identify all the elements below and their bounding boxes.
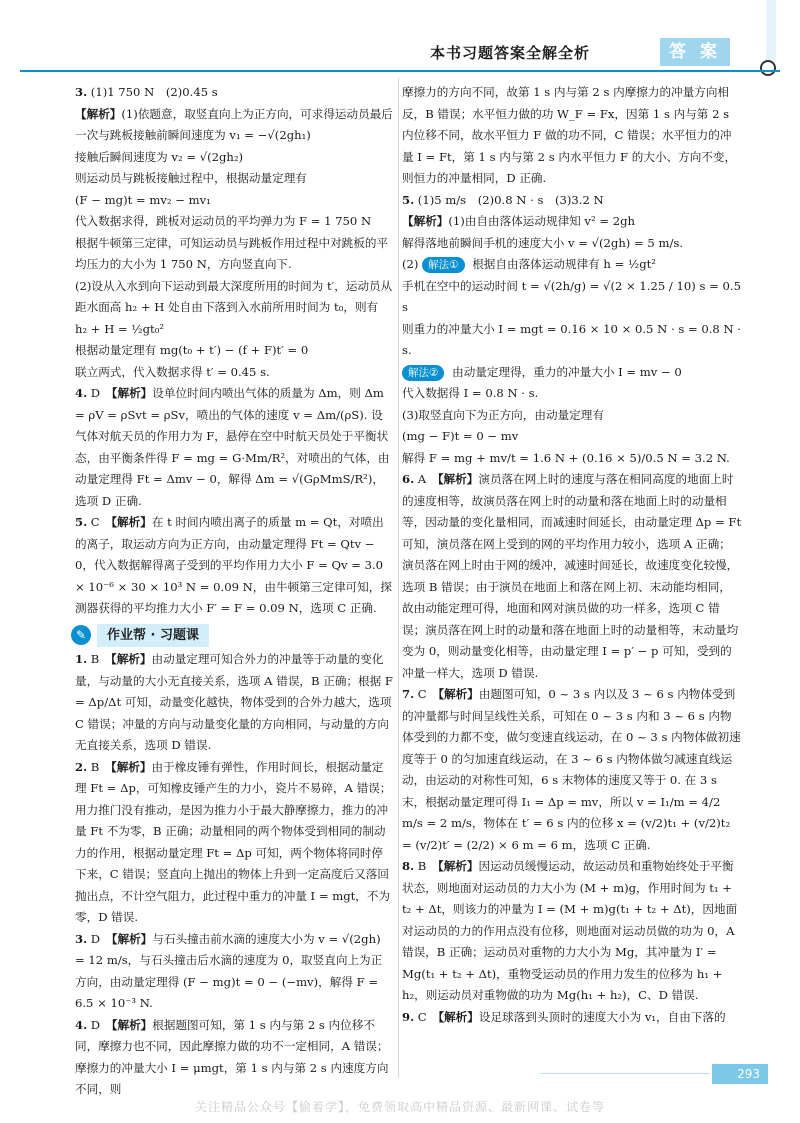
answer-paragraph: 3. D 【解析】与石头撞击前水滴的速度大小为 v = √(2gh) = 12 m/s，与石头撞击后水滴的速度为 0，取竖直向上为正方向，由动量定理得 (F − mg)t = 0 − (−mv)，解得 F = 6.5 × 10⁻³ N. (75, 931, 383, 1010)
answer-paragraph: 1. B 【解析】由动量定理可知合外力的冲量等于动量的变化量，与动量的大小无直接关系，选项 A 错误，B 正确；根据 F = Δp/Δt 可知，动量变化越快，物体受到的合外力越大，选项 C 错误；冲量的方向与动量变化量的方向相同，与动量的方向无直接关系，选项 D 错误. (75, 652, 393, 752)
page-number: 293 (712, 1064, 768, 1084)
answer-paragraph: 摩擦力的方向不同，故第 1 s 内与第 2 s 内摩擦力的冲量方向相反，B 错误；水平恒力做的功 W_F = Fx，因第 1 s 内与第 2 s 内位移不同，故水平恒力 F 做的功不同，C 错误；水平恒力的冲量 I = Ft，第 1 s 内与第 2 s 内水平恒力 F 的大小、方向不变，则恒力的冲量相同，D 正确. (402, 85, 737, 185)
answer-paragraph: 7. C 【解析】由题图可知，0 ~ 3 s 内以及 3 ~ 6 s 内物体受到的冲量都与时间呈线性关系，可知在 0 ~ 3 s 内和 3 ~ 6 s 内物体受到的力都不变，做匀变速直线运动，在 0 ~ 3 s 内物体做初速度等于 0 的匀加速直线运动，在 3 ~ 6 s 内物体做匀减速直线运动，由运动的对称性可知，6 s 末物体的速度又等于 0. 在 3 s 末，根据动量定理可得 I₁ = Δp = mv，所以 v = I₁/m = 4/2 m/s = 2 m/s，物体在 t′ = 6 s 内的位移 x = (v/2)t₁ + (v/2)t₂ = (v/2)t′ = (2/2) × 6 m = 6 m，选项 C 正确. (402, 687, 741, 852)
answer-paragraph: 则运动员与跳板接触过程中，根据动量定理有 (75, 171, 307, 185)
answer-paragraph: 9. C 【解析】设足球落到头顶时的速度大小为 v₁，自由下落的 (402, 1009, 726, 1024)
answer-paragraph: 5. C 【解析】在 t 时间内喷出离子的质量 m = Qt，对喷出的离子，取运动方向为正方向，由动量定理得 Ft = Qtv − 0，代入数据解得离子受到的平均作用力大小 F = Qv = 3.0 × 10⁻⁶ × 30 × 10³ N = 0.09 N，由牛顿第三定律可知，探测器获得的平均推力大小 F′ = F = 0.09 N，选项 C 正确. (75, 515, 392, 615)
answer-paragraph: 4. D 【解析】设单位时间内喷出气体的质量为 Δm，则 Δm = ρV = ρSvt = ρSv，喷出的气体的速度 v = Δm/(ρS). 设气体对航天员的作用力为 F，悬停在空中时航天员处于平衡状态，由平衡条件得 F = mg = G·Mm/R²，对喷出的气体，由动量定理得 Ft = Δmv − 0，解得 Δm = √(GρMmS/R²)，选项 D 正确. (75, 386, 390, 508)
answer-paragraph: 代入数据得 I = 0.8 N · s. (402, 386, 539, 400)
answer-paragraph: 2. B 【解析】由于橡皮锤有弹性，作用时间长，根据动量定理 Ft = Δp，可知橡皮锤产生的力小，瓷片不易碎，A 错误；用力推门没有推动，是因为推力小于最大静摩擦力，推力的冲量 Ft 不为零，B 正确；动量相同的两个物体受到相同的制动力的作用，根据动量定理 Ft = Δp 可知，两个物体将同时停下来，C 错误；竖直向上抛出的物体上升到一定高度后又落回抛出点，不计空气阻力，此过程中重力的冲量 I = mgt，不为零，D 错误. (75, 759, 392, 924)
page-rule (540, 1073, 710, 1074)
section-title: 作业帮 · 习题课 (97, 624, 209, 648)
answer-paragraph: 5. (1)5 m/s (2)0.8 N · s (3)3.2 N (402, 192, 604, 207)
answer-paragraph: 则重力的冲量大小 I = mgt = 0.16 × 10 × 0.5 N · s = 0.8 N · s. (402, 321, 741, 357)
header-rule (20, 70, 780, 72)
answer-paragraph: (3)取竖直向下为正方向，由动量定理有 (402, 407, 604, 422)
answer-paragraph: 根据牛顿第三定律，可知运动员与跳板作用过程中对跳板的平均压力的大小为 1 750 N，方向竖直向下. (75, 235, 389, 271)
answer-paragraph: 解得落地前瞬间手机的速度大小 v = √(2gh) = 5 m/s. (402, 235, 684, 250)
answer-paragraph: 代入数据求得，跳板对运动员的平均弹力为 F = 1 750 N (75, 214, 372, 228)
answer-paragraph: 8. B 【解析】因运动员缓慢运动，故运动员和重物始终处于平衡状态，则地面对运动员的力大小为 (M + m)g，作用时间为 t₁ + t₂ + Δt，则该力的冲量为 I = (M + m)g(t₁ + t₂ + Δt)，因地面对运动员的力的作用点没有位移，则地面对运动员做的功为 0，A 错误，B 正确；运动员对重物的力大小为 Mg，其冲量为 I′ = Mg(t₁ + t₂ + Δt)，重物受运动员的作用力发生的位移为 h₁ + h₂，则运动员对重物做的功为 Mg(h₁ + h₂)，C、D 错误. (402, 859, 738, 1002)
answer-paragraph: 解得 F = mg + mv/t = 1.6 N + (0.16 × 5)/0.5 N = 3.2 N. (402, 450, 730, 465)
header-strip (766, 0, 776, 62)
right-column (402, 82, 742, 1028)
section-heading (71, 624, 393, 648)
answer-paragraph: 联立两式，代入数据求得 t′ = 0.45 s. (75, 364, 270, 379)
answer-paragraph: 【解析】(1)依题意，取竖直向上为正方向，可求得运动员最后一次与跳板接触前瞬间速度为 v₁ = −√(2gh₁) (75, 106, 393, 142)
header-pin-icon (760, 60, 776, 76)
answer-paragraph: 根据动量定理有 mg(t₀ + t′) − (f + F)t′ = 0 (75, 343, 309, 357)
pencil-icon: ✎ (71, 625, 91, 645)
answer-paragraph: 接触后瞬间速度为 v₂ = √(2gh₂) (75, 149, 244, 164)
left-column (75, 82, 393, 1101)
column-divider (398, 78, 399, 1078)
answer-paragraph: (mg − F)t = 0 − mv (402, 429, 519, 443)
answer-paragraph: 3. (1)1 750 N (2)0.45 s (75, 85, 218, 99)
answer-paragraph: 【解析】(1)由自由落体运动规律知 v² = 2gh (402, 214, 635, 228)
answer-paragraph: (F − mg)t = mv₂ − mv₁ (75, 192, 211, 207)
footer-watermark: 关注精品公众号【偷着学】，免费领取高中精品资源、最新网课、试卷等 (194, 1100, 605, 1114)
header-tab: 答 案 (660, 38, 730, 66)
answer-paragraph: (2) 解法① 根据自由落体运动规律有 h = ½gt² (402, 257, 656, 271)
answer-paragraph: 4. D 【解析】根据题图可知，第 1 s 内与第 2 s 内位移不同，摩擦力也不同，因此摩擦力做的功不一定相同，A 错误；摩擦力的冲量大小 I = μmgt，第 1 s 内与第 2 s 内速度方向不同，则 (75, 1017, 389, 1096)
answer-paragraph: 解法② 由动量定理得，重力的冲量大小 I = mv − 0 (402, 362, 742, 384)
answer-paragraph: 6. A 【解析】演员落在网上时的速度与落在相同高度的地面上时的速度相等，故演员落在网上时的动量和落在地面上时的动量相等，因动量的变化量相同，而减速时间延长，由动量定理 Δp = Ft 可知，演员落在网上受到的网的平均作用力较小，选项 A 正确；演员落在网上时由于网的缓冲，减速时间延长，故速度变化较慢，选项 B 错误；由于演员在地面上和落在网上初、末动能均相同，故由动能定理可得，地面和网对演员做的功一样多，选项 C 错误；演员落在网上时的动量和落在地面上时的动量相等，末动量均变为 0，则动量变化相等，由动量定理 I = p′ − p 可知，受到的冲量一样大，选项 D 错误. (402, 472, 742, 680)
header-title: 本书习题答案全解全析 (430, 44, 591, 62)
answer-paragraph: 手机在空中的运动时间 t = √(2h/g) = √(2 × 1.25 / 10) s = 0.5 s (402, 278, 741, 314)
answer-paragraph: (2)设从入水到向下运动到最大深度所用的时间为 t′，运动员从距水面高 h₂ + H 处自由下落到入水前所用时间为 t₀，则有 h₂ + H = ½gt₀² (75, 278, 393, 336)
